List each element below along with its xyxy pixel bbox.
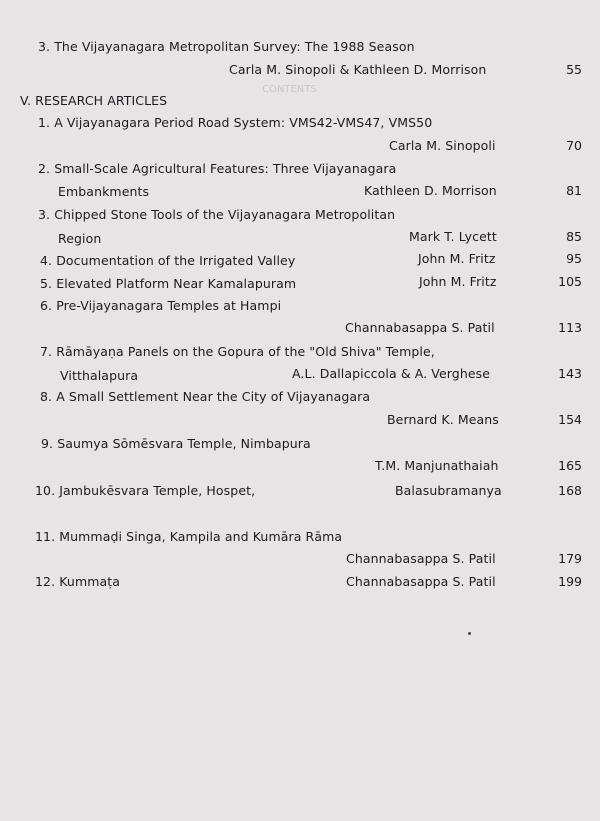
entry-page: 154 bbox=[558, 412, 582, 427]
entry-author: Channabasappa S. Patil bbox=[346, 574, 496, 589]
show-through-text: CONTENTS bbox=[262, 84, 317, 95]
entry-title: 7. Rāmāyaṇa Panels on the Gopura of the "Old Shiva" Temple, bbox=[40, 344, 435, 359]
entry-page: 95 bbox=[566, 251, 582, 266]
entry-author: John M. Fritz bbox=[418, 251, 496, 266]
entry-page: 105 bbox=[558, 274, 582, 289]
entry-title: 6. Pre-Vijayanagara Temples at Hampi bbox=[40, 298, 282, 313]
entry-title-continued: Embankments bbox=[58, 184, 150, 199]
entry-author: Channabasappa S. Patil bbox=[346, 551, 496, 566]
entry-title: 1. A Vijayanagara Period Road System: VMS42-VMS47, VMS50 bbox=[38, 115, 433, 130]
section-heading: V. RESEARCH ARTICLES bbox=[20, 93, 168, 108]
entry-page: 81 bbox=[566, 183, 582, 198]
entry-title: 8. A Small Settlement Near the City of Vijayanagara bbox=[40, 389, 371, 404]
entry-page: 179 bbox=[558, 551, 582, 566]
paper-speck bbox=[468, 632, 471, 635]
entry-author: Balasubramanya bbox=[395, 483, 502, 498]
entry-title: 4. Documentation of the Irrigated Valley bbox=[40, 253, 296, 268]
entry-author: Kathleen D. Morrison bbox=[364, 183, 497, 198]
entry-author: Bernard K. Means bbox=[387, 412, 499, 427]
entry-title-continued: Region bbox=[58, 231, 102, 246]
entry-title: 2. Small-Scale Agricultural Features: Three Vijayanagara bbox=[38, 161, 397, 176]
entry-title: 9. Saumya Sōmēsvara Temple, Nimbapura bbox=[41, 436, 311, 451]
entry-author: Mark T. Lycett bbox=[409, 229, 497, 244]
entry-author: T.M. Manjunathaiah bbox=[375, 458, 499, 473]
entry-author: Channabasappa S. Patil bbox=[345, 320, 495, 335]
entry-page: 55 bbox=[566, 62, 582, 77]
entry-author: John M. Fritz bbox=[419, 274, 497, 289]
entry-page: 85 bbox=[566, 229, 582, 244]
entry-page: 113 bbox=[558, 320, 582, 335]
entry-title: 3. The Vijayanagara Metropolitan Survey: The 1988 Season bbox=[38, 39, 415, 54]
entry-page: 199 bbox=[558, 574, 582, 589]
entry-page: 168 bbox=[558, 483, 582, 498]
entry-title: 3. Chipped Stone Tools of the Vijayanagara Metropolitan bbox=[38, 207, 396, 222]
entry-page: 165 bbox=[558, 458, 582, 473]
entry-author: A.L. Dallapiccola & A. Verghese bbox=[292, 366, 491, 381]
entry-title: 10. Jambukēsvara Temple, Hospet, bbox=[35, 483, 256, 498]
entry-author: Carla M. Sinopoli & Kathleen D. Morrison bbox=[229, 62, 487, 77]
entry-author: Carla M. Sinopoli bbox=[389, 138, 496, 153]
entry-title-continued: Vitthalapura bbox=[60, 368, 139, 383]
entry-page: 143 bbox=[558, 366, 582, 381]
entry-title: 12. Kummaṭa bbox=[35, 574, 121, 589]
entry-title: 5. Elevated Platform Near Kamalapuram bbox=[40, 276, 297, 291]
entry-page: 70 bbox=[566, 138, 582, 153]
entry-title: 11. Mummaḍi Singa, Kampila and Kumāra Rāma bbox=[35, 529, 343, 544]
